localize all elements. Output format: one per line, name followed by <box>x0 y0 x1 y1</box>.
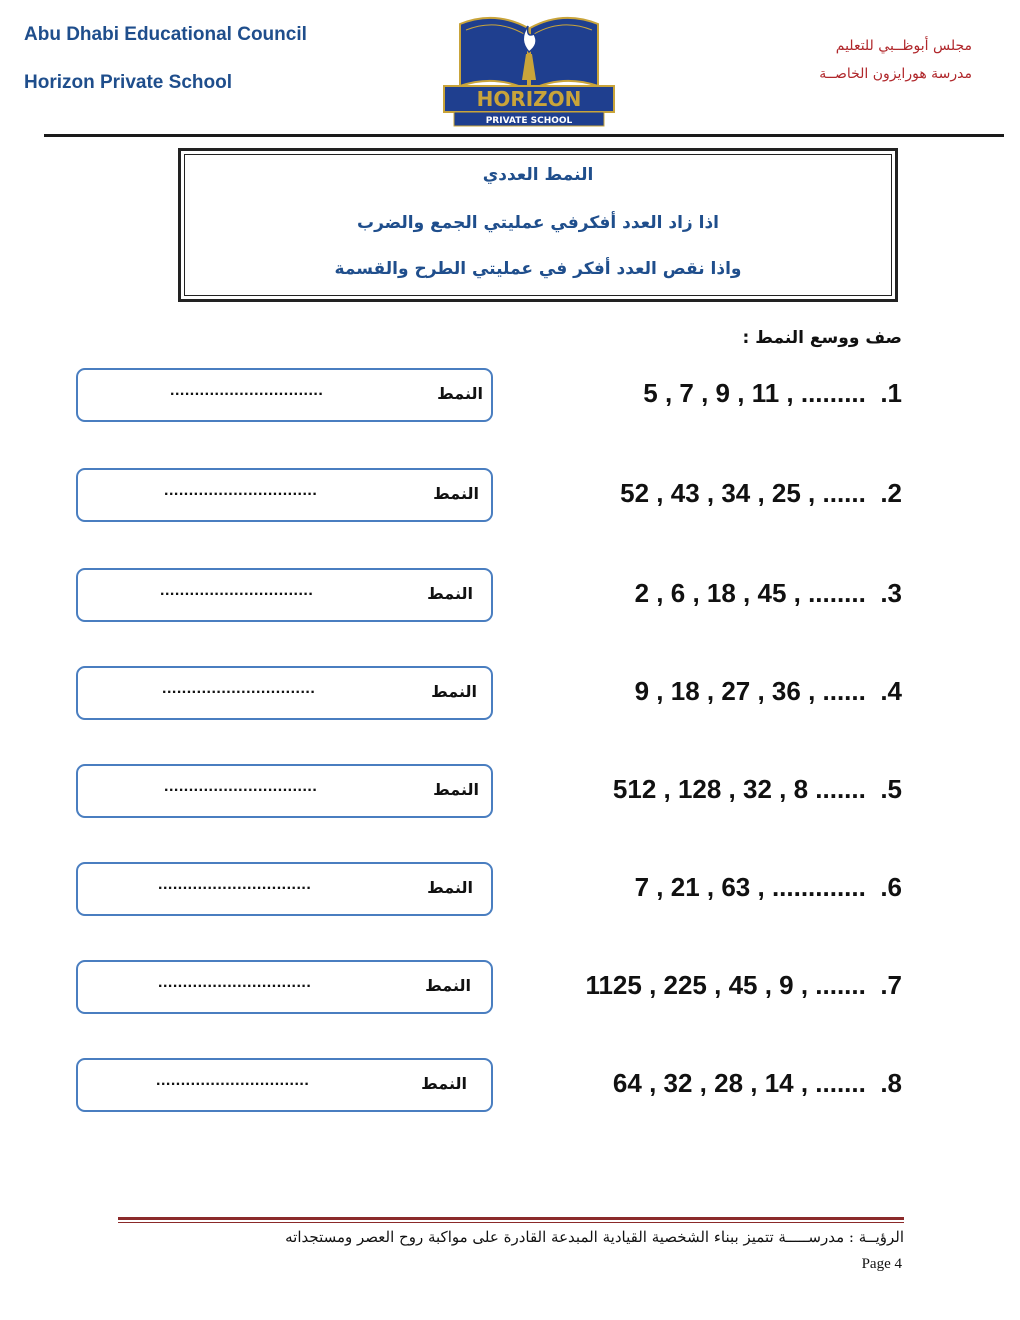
school-name-ar: مدرسة هورايزون الخاصــة <box>819 66 972 82</box>
answer-box[interactable] <box>76 960 493 1014</box>
pattern-label: النمط <box>425 976 471 995</box>
answer-box[interactable] <box>76 764 493 818</box>
answer-dots: ............................... <box>158 974 312 991</box>
pattern-label: النمط <box>427 878 473 897</box>
answer-box[interactable] <box>76 862 493 916</box>
footer-divider-thick <box>118 1217 904 1220</box>
rule-line-2: واذا نقص العدد أفكر في عمليتي الطرح والقسمة <box>334 259 742 279</box>
logo-subtitle: PRIVATE SCHOOL <box>485 116 573 126</box>
answer-dots: ............................... <box>164 482 318 499</box>
sequence: 512 , 128 , 32 , 8 ....... .5 <box>612 774 902 804</box>
page-number: Page 4 <box>861 1256 902 1272</box>
sequence: 64 , 32 , 28 , 14 , ....... .8 <box>612 1068 902 1098</box>
answer-box[interactable] <box>76 1058 493 1112</box>
pattern-label: النمط <box>433 484 479 503</box>
instruction: صف ووسع النمط : <box>742 328 902 348</box>
answer-dots: ............................... <box>170 382 324 399</box>
logo-name: HORIZON <box>476 87 582 111</box>
sequence: 9 , 18 , 27 , 36 , ...... .4 <box>634 676 902 706</box>
answer-box[interactable] <box>76 468 493 522</box>
rule-line-1: اذا زاد العدد أفكرفي عمليتي الجمع والضرب <box>356 213 719 233</box>
answer-dots: ............................... <box>160 582 314 599</box>
book-torch-logo-icon <box>440 4 618 132</box>
answer-box[interactable] <box>76 568 493 622</box>
sequence: 7 , 21 , 63 , ............. .6 <box>634 872 902 902</box>
header-divider <box>44 134 1004 137</box>
sequence: 5 , 7 , 9 , 11 , ......... .1 <box>643 378 902 408</box>
sequence: 2 , 6 , 18 , 45 , ........ .3 <box>634 578 902 608</box>
council-name-ar: مجلس أبوظــبي للتعليم <box>835 38 972 54</box>
pattern-label: النمط <box>421 1074 467 1093</box>
answer-dots: ............................... <box>162 680 316 697</box>
footer-divider-thin <box>118 1222 904 1223</box>
answer-box[interactable] <box>76 666 493 720</box>
school-name-en: Horizon Private School <box>24 72 232 93</box>
pattern-label: النمط <box>431 682 477 701</box>
school-vision: الرؤيــة : مدرســـــة تتميز ببناء الشخصية القيادية المبدعة القادرة على مواكبة روح العصر ومستجداته <box>285 1228 904 1246</box>
rule-title: النمط العددي <box>482 165 594 185</box>
sequence: 1125 , 225 , 45 , 9 , ....... .7 <box>585 970 902 1000</box>
answer-dots: ............................... <box>156 1072 310 1089</box>
answer-box[interactable] <box>76 368 493 422</box>
rule-box <box>178 148 898 302</box>
answer-dots: ............................... <box>164 778 318 795</box>
pattern-label: النمط <box>427 584 473 603</box>
council-name-en: Abu Dhabi Educational Council <box>24 24 307 45</box>
school-logo <box>440 4 618 132</box>
pattern-label: النمط <box>433 780 479 799</box>
sequence: 52 , 43 , 34 , 25 , ...... .2 <box>620 478 902 508</box>
pattern-label: النمط <box>437 384 483 403</box>
answer-dots: ............................... <box>158 876 312 893</box>
